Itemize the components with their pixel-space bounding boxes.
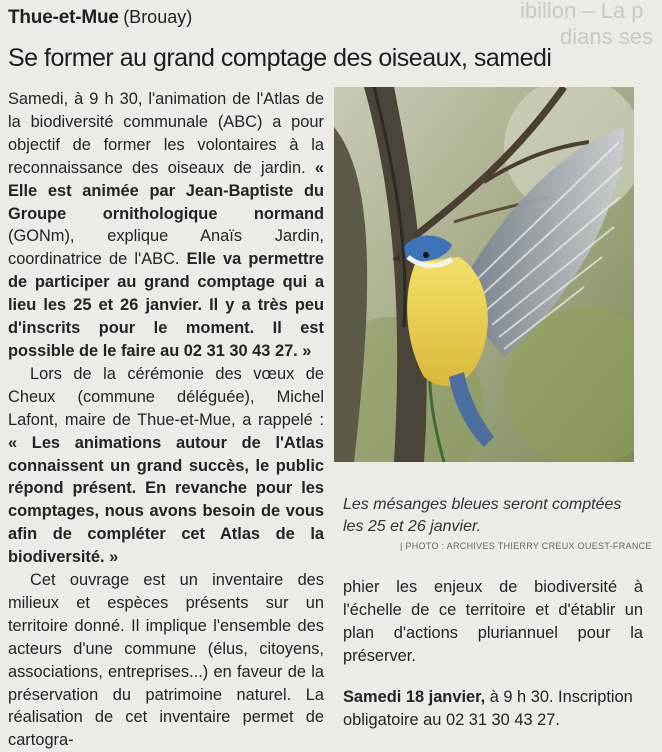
- adjacent-article-bleed: [440, 0, 662, 48]
- article-location: [8, 7, 192, 29]
- paragraph-1: [8, 88, 324, 363]
- quote-run: « Les animations autour de l'Atlas connaissent un grand succès, le public répond présent. En revanche pour les comptages, nous avons besoin de vous afin de compléter cet Atlas de la biodiversité. »: [8, 433, 324, 567]
- article-body-column-2: [343, 576, 643, 668]
- run: (GONm), explique Anaïs Jardin, coordinatrice de l'ABC.: [8, 227, 324, 269]
- practical-details: à 9 h 30. Inscription obligatoire au 02 31 30 43 27.: [343, 688, 633, 729]
- area-name: (Brouay): [123, 7, 193, 27]
- practical-info: [343, 686, 643, 732]
- bird-photo: [334, 87, 634, 462]
- town-name: Thue-et-Mue: [8, 7, 119, 28]
- photo-caption: Les mésanges bleues seront comptées les 25 et 26 janvier.: [343, 496, 622, 535]
- quote-run: « Elle est animée par Jean-Baptiste du Groupe ornithologique normand: [8, 158, 324, 223]
- article-body-column-1: [8, 88, 324, 752]
- bleed-line-2: dians ses: [560, 24, 653, 48]
- bleed-line-1: ibillon – La p: [520, 0, 644, 23]
- paragraph-3-continued: phier les enjeux de biodiversité à l'échelle de ce territoire et d'établir un plan d'actions pluriannuel pour la préserver.: [343, 578, 643, 665]
- quote-run: Elle va permettre de participer au grand comptage qui a lieu les 25 et 26 janvier. Il y a très peu d'inscrits pour le moment. Il est possible de le faire au 02 31 30 43 27. »: [8, 250, 324, 360]
- run: Lors de la cérémonie des vœux de Cheux (commune déléguée), Michel Lafont, maire de Thue-et-Mue, a rappelé :: [8, 364, 324, 429]
- practical-date: Samedi 18 janvier,: [343, 688, 486, 706]
- run: Samedi, à 9 h 30, l'animation de l'Atlas de la biodiversité communale (ABC) a pour objectif de former les volontaires à la reconnaissance des oiseaux de jardin.: [8, 90, 324, 177]
- paragraph-3: Cet ouvrage est un inventaire des milieux et espèces présents sur un territoire donné. Il implique l'ensemble des acteurs d'une commune (élus, citoyens, associations, entreprises...) en faveur de la préservation du patrimoine naturel. La réalisation de cet inventaire permet de cartogra-: [8, 571, 324, 750]
- paragraph-2: [8, 363, 324, 569]
- photo-credit: | PHOTO : ARCHIVES THIERRY CREUX OUEST-FRANCE: [400, 541, 652, 551]
- headline: Se former au grand comptage des oiseaux, samedi: [8, 44, 552, 72]
